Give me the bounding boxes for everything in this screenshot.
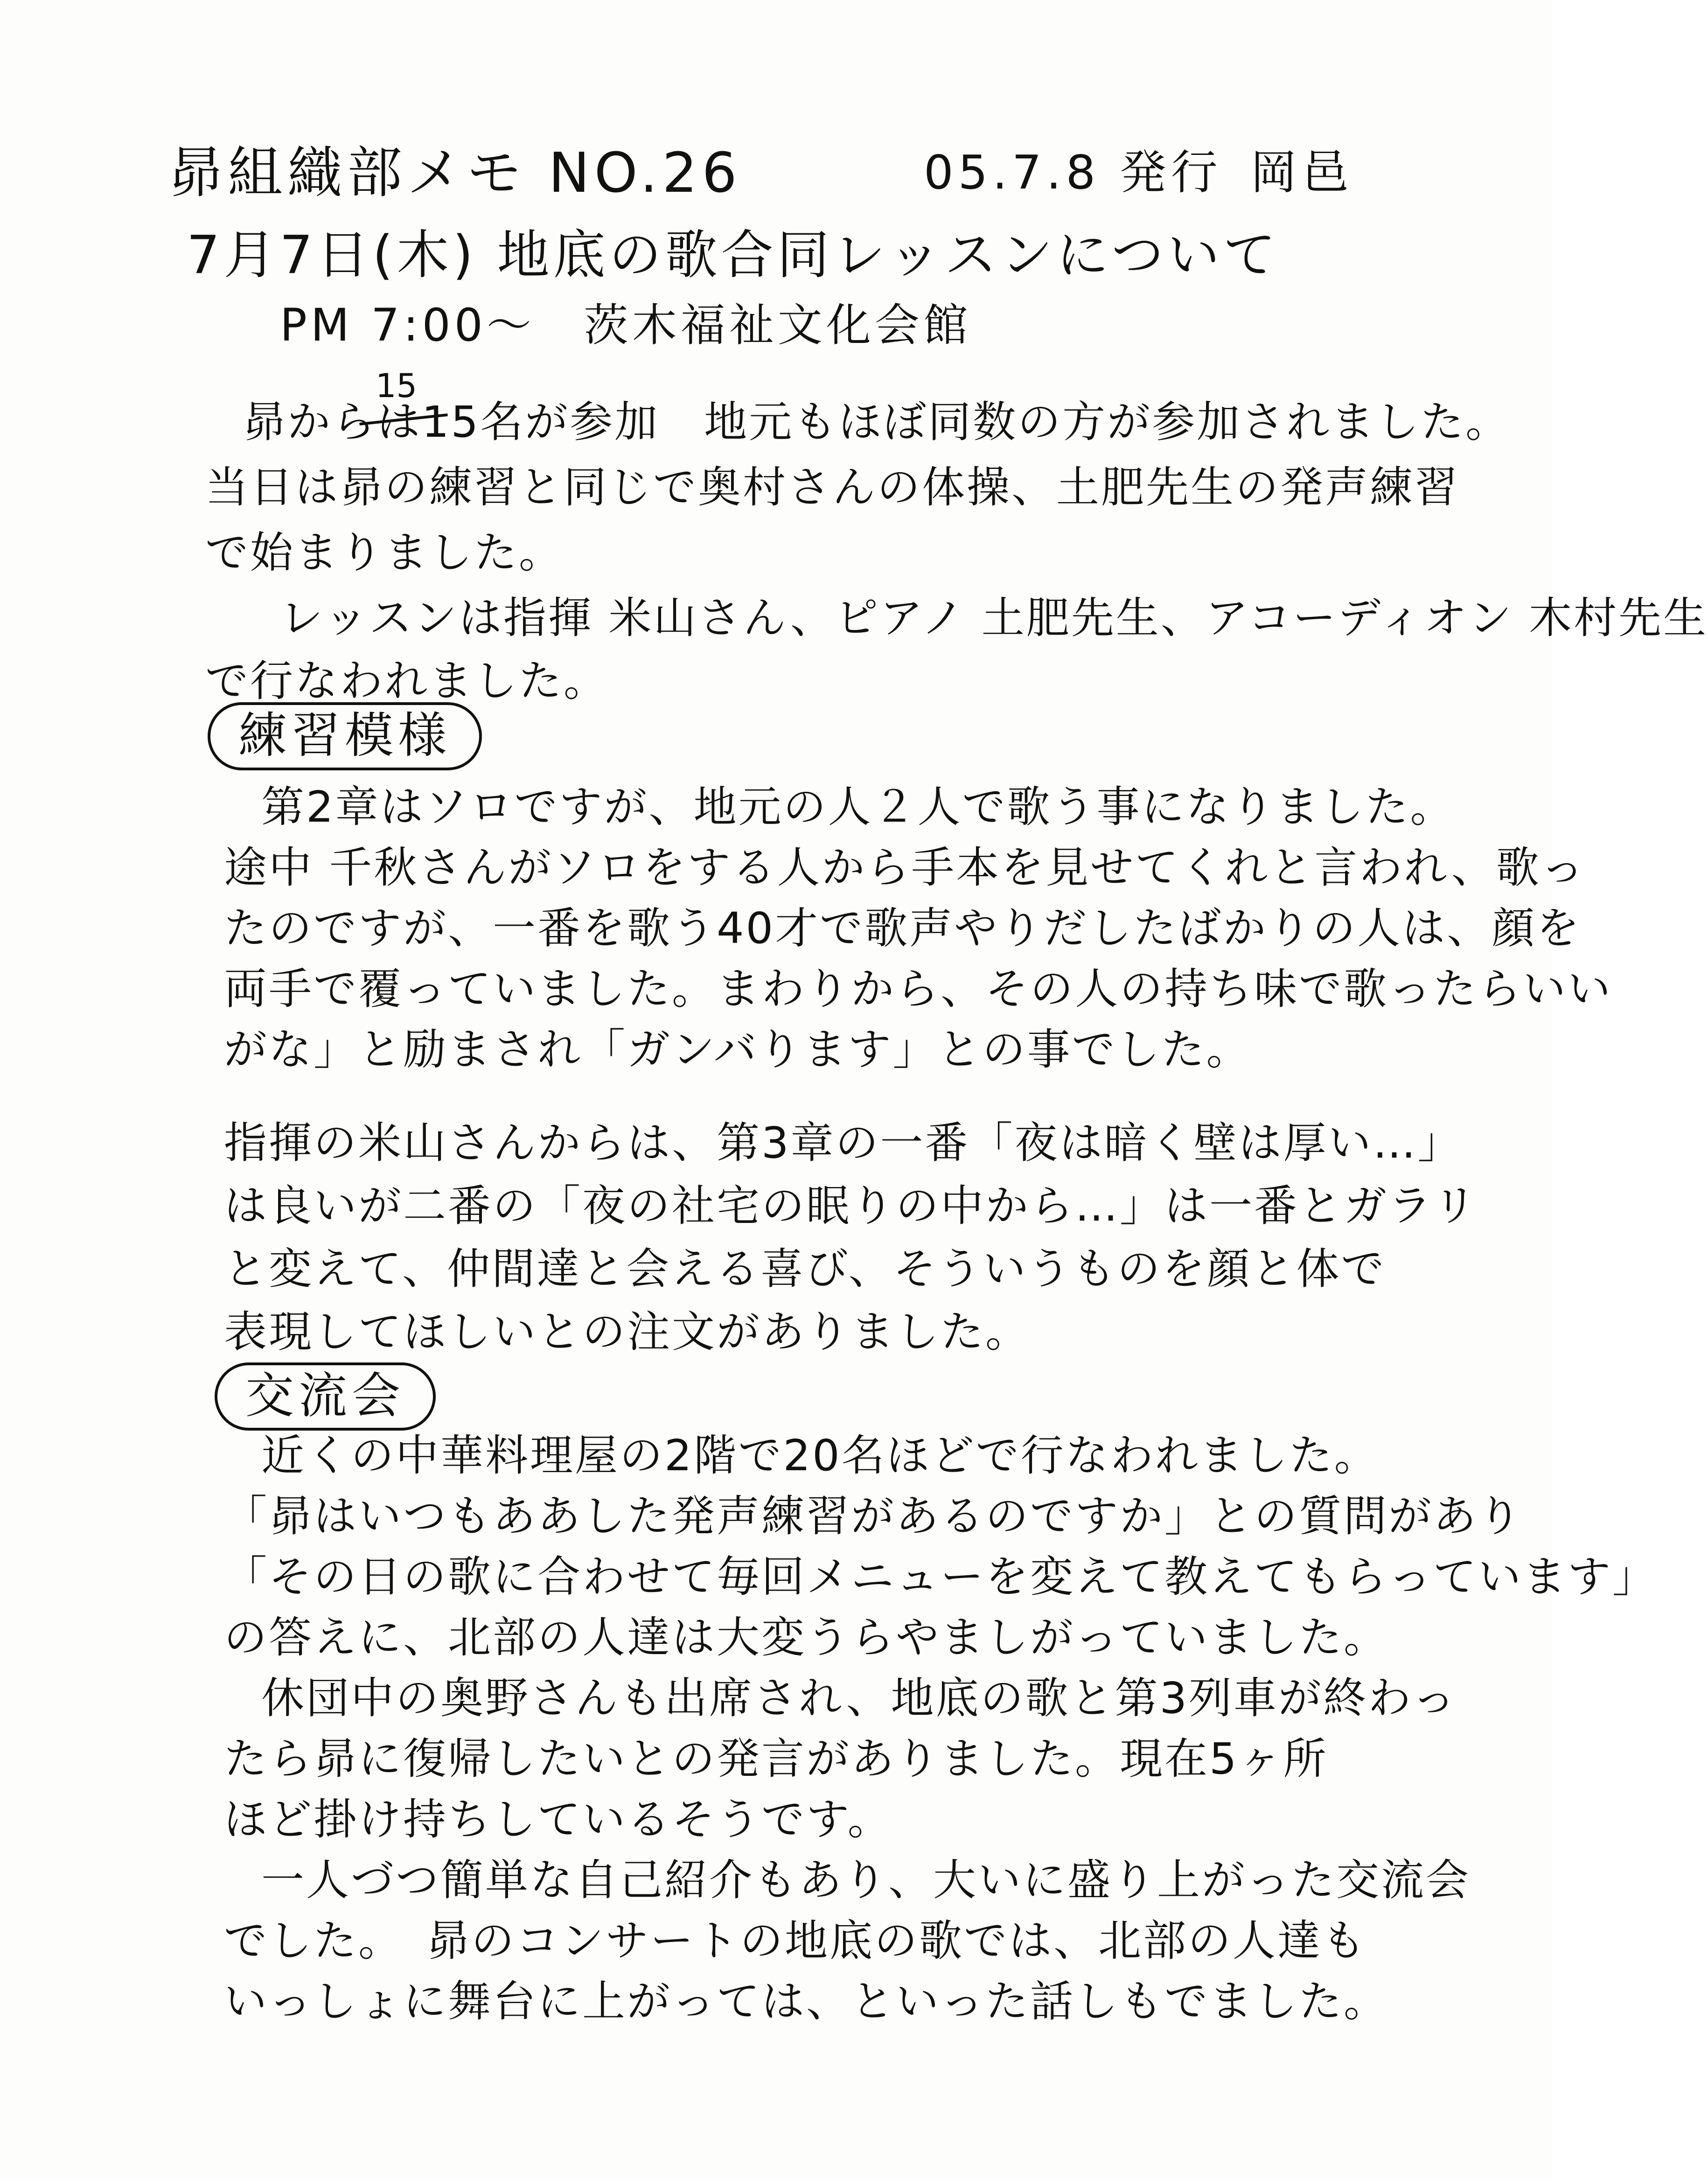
intro-line-3: で始まりました。 xyxy=(205,528,564,578)
intro-line-5: で行なわれました。 xyxy=(205,656,609,706)
attendee-count-correction: 15 xyxy=(376,367,418,405)
practice-line-8: と変えて、仲間達と会える喜び、そういうものを顔と体で xyxy=(224,1244,1386,1294)
exchange-line-2: 「昴はいつもああした発声練習があるのですか」との質問があり xyxy=(224,1491,1523,1541)
practice-section-title: 練習模様 xyxy=(208,702,482,770)
exchange-line-3: 「その日の歌に合わせて毎回メニューを変えて教えてもらっています」 xyxy=(224,1552,1658,1602)
event-time-venue: PM 7:00〜 茨木福祉文化会館 xyxy=(280,299,972,351)
author-name: 岡邑 xyxy=(1250,145,1353,200)
exchange-line-6: たら昴に復帰したいとの発言がありました。現在5ヶ所 xyxy=(224,1734,1328,1784)
practice-line-1: 第2章はソロですが、地元の人２人で歌う事になりました。 xyxy=(261,782,1455,832)
exchange-line-1: 近くの中華料理屋の2階で20名ほどで行なわれました。 xyxy=(261,1431,1379,1481)
practice-line-6: 指揮の米山さんからは、第3章の一番「夜は暗く壁は厚い…」 xyxy=(224,1118,1463,1168)
intro-line-1: 昴からは15名が参加 地元もほぼ同数の方が参加されました。 xyxy=(243,397,1511,447)
practice-line-4: 両手で覆っていました。まわりから、その人の持ち味で歌ったらいい xyxy=(224,964,1613,1014)
exchange-line-4: の答えに、北部の人達は大変うらやましがっていました。 xyxy=(224,1613,1389,1662)
memo-title: 昴組織部メモ NO.26 xyxy=(168,140,742,205)
practice-line-9: 表現してほしいとの注文がありました。 xyxy=(224,1307,1031,1357)
event-heading: 7月7日(木) 地底の歌合同レッスンについて xyxy=(187,225,1280,286)
exchange-line-8: 一人づつ簡単な自己紹介もあり、大いに盛り上がった交流会 xyxy=(261,1855,1471,1905)
exchange-section-title: 交流会 xyxy=(215,1362,436,1431)
intro-line-2: 当日は昴の練習と同じで奥村さんの体操、土肥先生の発声練習 xyxy=(205,462,1460,512)
practice-line-7: は良いが二番の「夜の社宅の眠りの中から…」は一番とガラリ xyxy=(224,1181,1478,1231)
exchange-line-5: 休団中の奥野さんも出席され、地底の歌と第3列車が終わっ xyxy=(261,1673,1457,1723)
practice-line-3: たのですが、一番を歌う40才で歌声やりだしたばかりの人は、顔を xyxy=(224,903,1582,953)
intro-line-4: レッスンは指揮 米山さん、ピアノ 土肥先生、アコーディオン 木村先生 xyxy=(280,593,1708,643)
exchange-line-10: いっしょに舞台に上がっては、といった話しもでました。 xyxy=(224,1976,1389,2026)
exchange-line-9: でした。 昴のコンサートの地底の歌では、北部の人達も xyxy=(224,1916,1367,1966)
exchange-line-7: ほど掛け持ちしているそうです。 xyxy=(224,1795,892,1844)
practice-line-5: がな」と励まされ「ガンバります」との事でした。 xyxy=(224,1025,1251,1075)
practice-line-2: 途中 千秋さんがソロをする人から手本を見せてくれと言われ、歌っ xyxy=(224,843,1586,893)
issue-date: 05.7.8 発行 xyxy=(924,145,1222,200)
